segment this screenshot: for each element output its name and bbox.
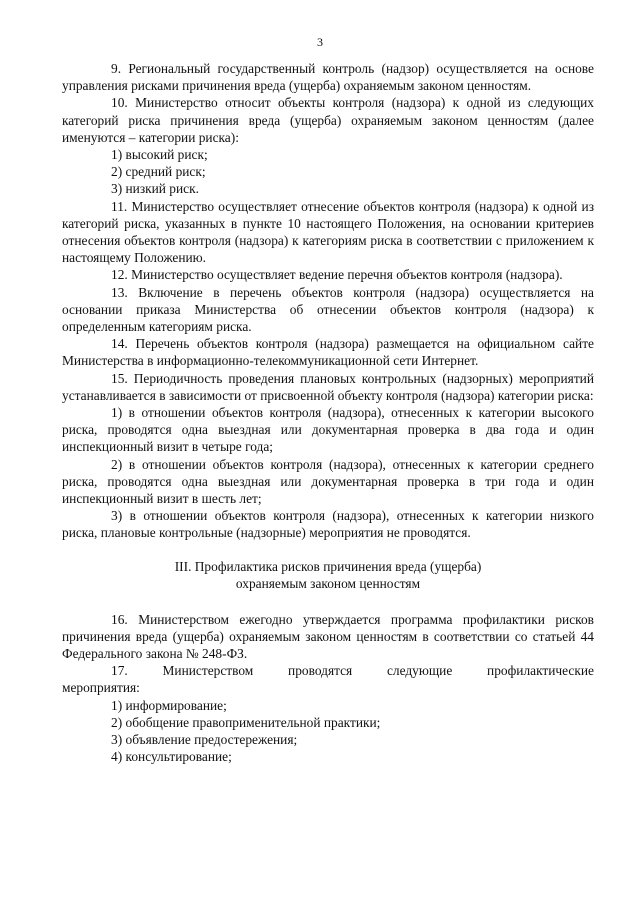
section-heading-line-2: охраняемым законом ценностям — [235, 576, 421, 592]
paragraph-9: 9. Региональный государственный контроль (надзор) осуществляется на основе управления рисками причинения вреда (ущерба) охраняемым законом ценностям. — [62, 61, 594, 94]
risk-item-medium: 2) средний риск; — [111, 164, 206, 180]
paragraph-17-word: проводятся — [288, 663, 353, 679]
measure-item-warning: 3) объявление предостережения; — [111, 731, 298, 747]
risk-item-low: 3) низкий риск. — [111, 181, 199, 197]
paragraph-13: 13. Включение в перечень объектов контроля (надзора) осуществляется на основании приказа Министерства об отнесении объектов контроля (надзора) к определенным категориям риска. — [62, 284, 594, 335]
measure-item-informing: 1) информирование; — [111, 697, 227, 713]
paragraph-15-item-2: 2) в отношении объектов контроля (надзора), отнесенных к категории среднего риска, проводятся одна выездная или документарная проверка в три года и один инспекционный визит в шесть лет; — [62, 456, 594, 507]
measure-item-consulting: 4) консультирование; — [111, 749, 232, 765]
paragraph-17-first-line — [62, 662, 594, 679]
paragraph-15: 15. Периодичность проведения плановых контрольных (надзорных) мероприятий устанавливается в зависимости от присвоенной объекту контроля (надзора) категории риска: — [62, 370, 594, 403]
paragraph-15-item-1: 1) в отношении объектов контроля (надзора), отнесенных к категории высокого риска, проводятся одна выездная или документарная проверка в два года и один инспекционный визит в четыре года; — [62, 405, 594, 455]
paragraph-17-word: 17. — [111, 663, 128, 679]
page-number: 3 — [317, 35, 323, 49]
measure-item-practice-summary: 2) обобщение правоприменительной практики; — [111, 714, 381, 730]
paragraph-11: 11. Министерство осуществляет отнесение объектов контроля (надзора) к одной из категорий риска, указанных в пункте 10 настоящего Положения, на основании критериев отнесения объектов контроля (надзора) к категориям риска в соответствии с приложением к настоящему Положению. — [62, 198, 594, 266]
document-body — [62, 60, 594, 765]
paragraph-16: 16. Министерством ежегодно утверждается программа профилактики рисков причинения вреда (ущерба) охраняемым законом ценностям в соответствии со статьей 44 Федерального закона № 248-ФЗ. — [62, 611, 594, 661]
paragraph-17-word: профилактические — [487, 663, 594, 679]
paragraph-17-word: Министерством — [162, 663, 254, 679]
paragraph-17-continuation: мероприятия: — [62, 680, 140, 696]
paragraph-10: 10. Министерство относит объекты контроля (надзора) к одной из следующих категорий риска причинения вреда (ущерба) охраняемым законом ценностям (далее именуются – категории риска): — [62, 95, 594, 145]
paragraph-12: 12. Министерство осуществляет ведение перечня объектов контроля (надзора). — [111, 267, 563, 283]
section-heading-line-1: III. Профилактика рисков причинения вреда (ущерба) — [174, 558, 482, 574]
risk-item-high: 1) высокий риск; — [111, 147, 208, 163]
paragraph-15-item-3: 3) в отношении объектов контроля (надзора), отнесенных к категории низкого риска, плановые контрольные (надзорные) мероприятия не проводятся. — [62, 508, 594, 541]
section-heading — [62, 558, 594, 593]
paragraph-17-word: следующие — [386, 663, 453, 679]
paragraph-14: 14. Перечень объектов контроля (надзора) размещается на официальном сайте Министерства в информационно-телекоммуникационной сети Интернет. — [62, 336, 594, 369]
